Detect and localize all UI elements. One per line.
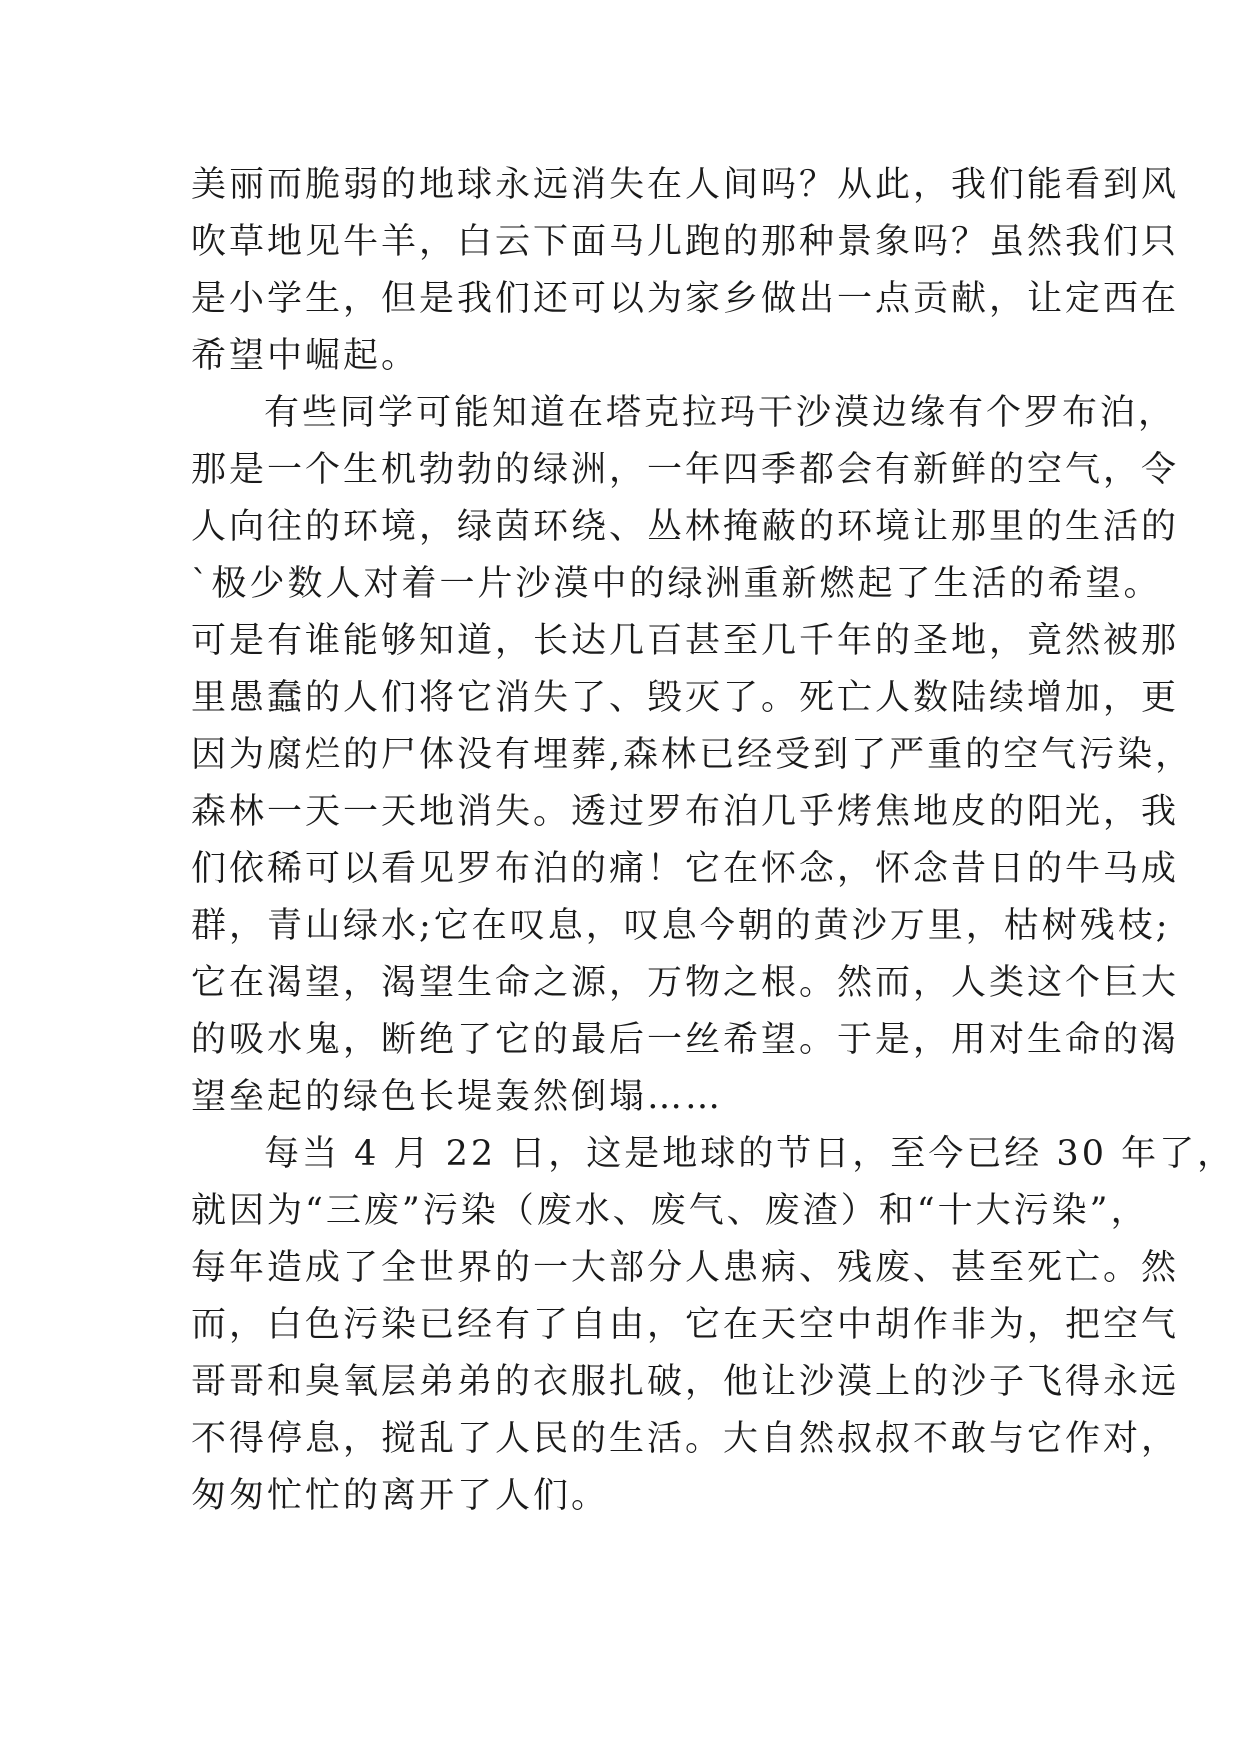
text-line: 哥哥和臭氧层弟弟的衣服扎破，他让沙漠上的沙子飞得永远 (191, 1362, 1180, 1402)
text-line: 可是有谁能够知道，长达几百甚至几千年的圣地，竟然被那 (191, 621, 1180, 661)
text-line: 森林一天一天地消失。透过罗布泊几乎烤焦地皮的阳光，我 (191, 792, 1180, 832)
text-line: 们依稀可以看见罗布泊的痛！它在怀念，怀念昔日的牛马成 (191, 849, 1180, 889)
text-line: 有些同学可能知道在塔克拉玛干沙漠边缘有个罗布泊， (264, 393, 1177, 433)
text-line: 匆匆忙忙的离开了人们。 (191, 1476, 610, 1516)
text-line: 因为腐烂的尸体没有埋葬,森林已经受到了严重的空气污染， (191, 735, 1194, 775)
paragraph (191, 157, 1180, 385)
text-line: 而，白色污染已经有了自由，它在天空中胡作非为，把空气 (191, 1305, 1180, 1345)
paragraph (191, 385, 1194, 1126)
text-line: 每年造成了全世界的一大部分人患病、残废、甚至死亡。然 (191, 1248, 1180, 1288)
text-line: 吹草地见牛羊，白云下面马儿跑的那种景象吗？虽然我们只 (191, 222, 1180, 262)
text-line: 望垒起的绿色长堤轰然倒塌…… (191, 1077, 724, 1117)
text-line: 每当 4 月 22 日，这是地球的节日，至今已经 30 年了， (264, 1134, 1236, 1174)
text-line: `极少数人对着一片沙漠中的绿洲重新燃起了生活的希望。 (191, 564, 1162, 604)
text-line: 的吸水鬼，断绝了它的最后一丝希望。于是，用对生命的渴 (191, 1020, 1180, 1060)
text-line: 里愚蠢的人们将它消失了、毁灭了。死亡人数陆续增加，更 (191, 678, 1180, 718)
text-line: 不得停息，搅乱了人民的生活。大自然叔叔不敢与它作对， (191, 1419, 1180, 1459)
text-line: 那是一个生机勃勃的绿洲，一年四季都会有新鲜的空气，令 (191, 450, 1180, 490)
text-line: 群，青山绿水;它在叹息，叹息今朝的黄沙万里，枯树残枝; (191, 906, 1171, 946)
text-line: 人向往的环境，绿茵环绕、丛林掩蔽的环境让那里的生活的 (191, 507, 1180, 547)
paragraph (191, 1126, 1236, 1525)
document-body (191, 157, 1236, 1525)
text-line: 美丽而脆弱的地球永远消失在人间吗？从此，我们能看到风 (191, 165, 1180, 205)
text-line: 是小学生，但是我们还可以为家乡做出一点贡献，让定西在 (191, 279, 1180, 319)
text-line: 它在渴望，渴望生命之源，万物之根。然而，人类这个巨大 (191, 963, 1180, 1003)
text-line: 希望中崛起。 (191, 336, 420, 376)
text-line: 就因为“三废”污染（废水、废气、废渣）和“十大污染”， (191, 1191, 1149, 1231)
